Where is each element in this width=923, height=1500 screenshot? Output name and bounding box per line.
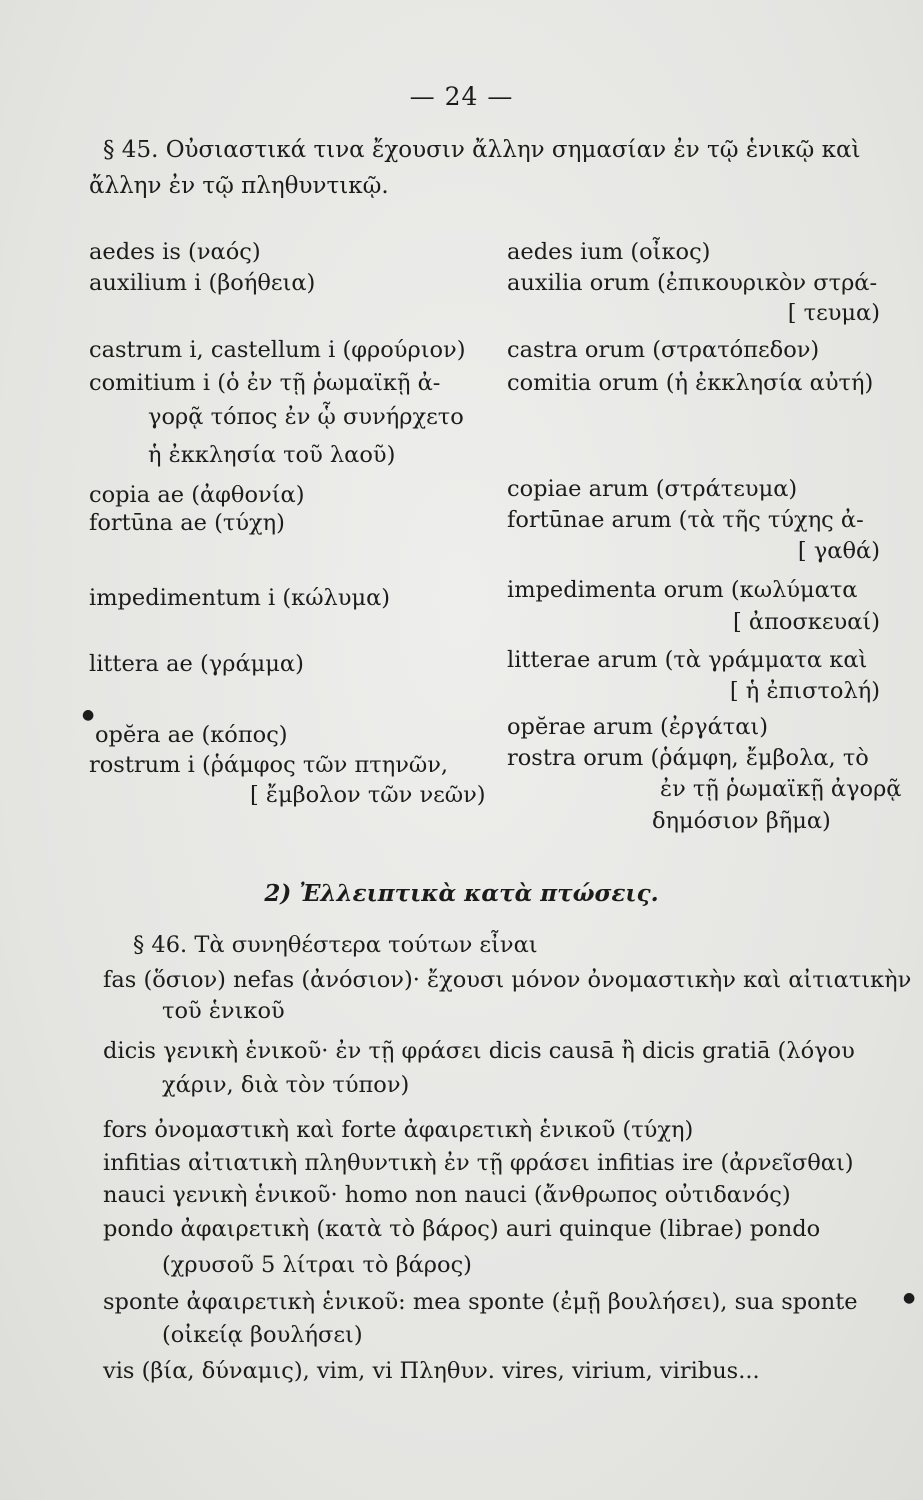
plural-continuation: [ ἡ ἐπιστολή): [729, 678, 880, 704]
singular-entry: impedimentum i (κώλυμα): [89, 585, 391, 611]
plural-continuation: δημόσιον βῆμα): [652, 808, 831, 834]
section-46-line: dicis γενικὴ ἑνικοῦ· ἐν τῇ φράσει dicis causā ἢ dicis gratiā (λόγου: [103, 1038, 855, 1064]
subsection-title: 2) Ἐλλειπτικὰ κατὰ πτώσεις.: [264, 880, 659, 907]
singular-entry: opĕra ae (κόπος): [95, 722, 288, 748]
section-46-line: infitias αἰτιατικὴ πληθυντικὴ ἐν τῇ φράσει infitias ire (ἀρνεῖσθαι): [103, 1150, 854, 1176]
section-46-line: fors ὀνομαστικὴ καὶ forte ἀφαιρετικὴ ἑνικοῦ (τύχη): [103, 1117, 694, 1143]
plural-continuation: [ ἀποσκευαί): [732, 609, 880, 635]
section-45-line-2: ἄλλην ἐν τῷ πληθυντικῷ.: [89, 173, 389, 199]
section-46-continuation: (οἰκείᾳ βουλήσει): [162, 1322, 363, 1348]
plural-entry: castra orum (στρατόπεδον): [507, 337, 820, 363]
section-45-heading: [89, 132, 903, 204]
section-46-continuation: χάριν, διὰ τὸν τύπον): [162, 1072, 410, 1098]
section-46-line: nauci γενικὴ ἑνικοῦ· homo non nauci (ἄνθρωπος οὐτιδανός): [103, 1182, 791, 1208]
singular-entry: auxilium i (βοήθεια): [89, 270, 316, 296]
section-46-line: sponte ἀφαιρετικὴ ἑνικοῦ: mea sponte (ἐμῇ βουλήσει), sua sponte: [103, 1289, 858, 1315]
margin-mark: ●: [903, 1290, 916, 1306]
singular-entry: littera ae (γράμμα): [89, 651, 304, 677]
singular-entry: fortūna ae (τύχη): [89, 510, 285, 536]
plural-continuation: [ τευμα): [787, 300, 880, 326]
plural-entry: opĕrae arum (ἐργάται): [507, 714, 769, 740]
section-46-line: vis (βία, δύναμις), vim, vi Πληθυν. vires, virium, viribus...: [103, 1358, 760, 1384]
margin-mark: ●: [82, 707, 95, 723]
page-number: — 24 —: [409, 82, 514, 111]
plural-continuation: ἐν τῇ ῥωμαϊκῇ ἀγορᾷ: [660, 776, 902, 802]
singular-entry: comitium i (ὁ ἐν τῇ ῥωμαϊκῇ ἀ-: [89, 370, 441, 396]
section-46-intro: § 46. Τὰ συνηθέστερα τούτων εἶναι: [133, 932, 538, 958]
singular-entry: castrum i, castellum i (φρούριον): [89, 337, 466, 363]
plural-entry: comitia orum (ἡ ἐκκλησία αὐτή): [507, 370, 874, 396]
section-46-continuation: (χρυσοῦ 5 λίτραι τὸ βάρος): [162, 1252, 472, 1278]
singular-continuation: ἡ ἐκκλησία τοῦ λαοῦ): [148, 442, 396, 468]
singular-entry: rostrum i (ῥάμφος τῶν πτηνῶν,: [89, 752, 449, 778]
plural-entry: aedes ium (οἶκος): [507, 239, 711, 265]
section-45-line-1: § 45. Οὐσιαστικά τινα ἔχουσιν ἄλλην σημασίαν ἐν τῷ ἑνικῷ καὶ: [103, 137, 861, 163]
singular-continuation: [ ἔμβολον τῶν νεῶν): [250, 782, 486, 808]
plural-entry: rostra orum (ῥάμφη, ἔμβολα, τὸ: [507, 745, 869, 771]
plural-entry: copiae arum (στράτευμα): [507, 476, 798, 502]
plural-entry: auxilia orum (ἐπικουρικὸν στρά-: [507, 270, 878, 296]
plural-entry: litterae arum (τὰ γράμματα καὶ: [507, 647, 868, 673]
plural-entry: impedimenta orum (κωλύματα: [507, 577, 858, 603]
singular-continuation: γορᾷ τόπος ἐν ᾧ συνήρχετο: [148, 404, 464, 430]
section-46-line: pondo ἀφαιρετικὴ (κατὰ τὸ βάρος) auri quinque (librae) pondo: [103, 1216, 821, 1242]
section-46-line: fas (ὅσιον) nefas (ἀνόσιον)· ἔχουσι μόνον ὀνομαστικὴν καὶ αἰτιατικὴν: [103, 967, 912, 993]
plural-entry: fortūnae arum (τὰ τῆς τύχης ἀ-: [507, 507, 864, 533]
plural-continuation: [ γαθά): [797, 538, 880, 564]
singular-entry: copia ae (ἀφθονία): [89, 482, 305, 508]
section-46-continuation: τοῦ ἑνικοῦ: [162, 998, 285, 1024]
singular-entry: aedes is (ναός): [89, 239, 261, 265]
